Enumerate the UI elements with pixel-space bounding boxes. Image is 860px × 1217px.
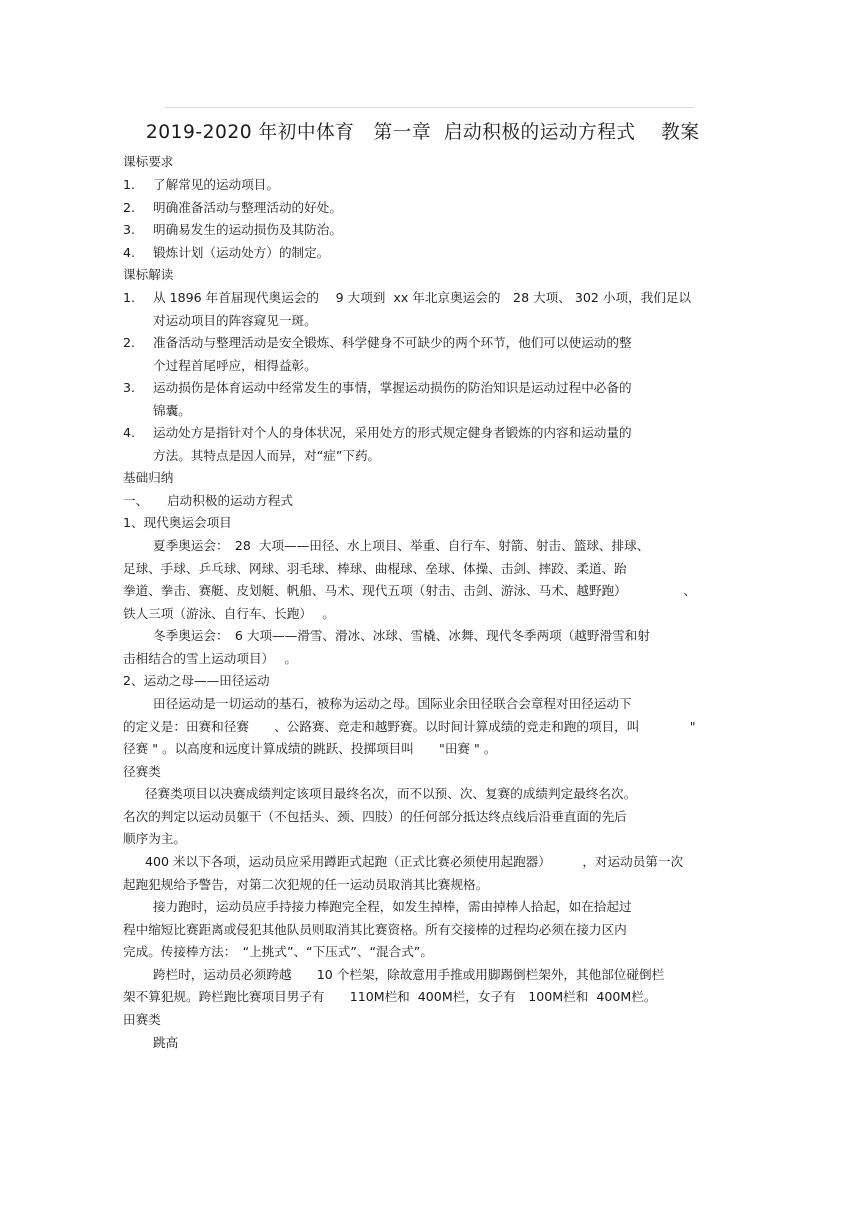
paragraph-line: 的定义是：田赛和径赛 、公路赛、竞走和越野赛。以时间计算成绩的竞走和跑的项目，叫 " bbox=[123, 719, 696, 734]
list-text-continued: 方法。其特点是因人而异，对“症”下药。 bbox=[153, 448, 381, 463]
paragraph-line: 400 米以下各项，运动员应采用蹲距式起跑（正式比赛必须使用起跑器） ，对运动员第一次 bbox=[145, 854, 684, 869]
list-number: 4. bbox=[123, 245, 136, 260]
list-item bbox=[123, 222, 342, 238]
paragraph-line: 架不算犯规。跨栏跑比赛项目男子有 110M栏和 400M栏，女子有 100M栏和 400M栏。 bbox=[123, 989, 657, 1004]
list-item bbox=[123, 177, 279, 193]
list-text-continued: 个过程首尾呼应，相得益彰。 bbox=[153, 358, 317, 373]
list-text: 明确易发生的运动损伤及其防治。 bbox=[153, 222, 342, 237]
list-item bbox=[123, 380, 632, 396]
section-heading: 径赛类 bbox=[123, 764, 161, 779]
list-text: 了解常见的运动项目。 bbox=[153, 177, 279, 192]
section-heading: 田赛类 bbox=[123, 1012, 161, 1027]
list-number: 2. bbox=[123, 335, 136, 350]
paragraph-line: 顺序为主。 bbox=[123, 831, 186, 846]
paragraph-line: 跳高 bbox=[153, 1035, 179, 1050]
paragraph-line: 冬季奥运会： 6 大项——滑雪、滑冰、冰球、雪橇、冰舞、现代冬季两项（越野滑雪和射 bbox=[153, 628, 650, 643]
subsection-heading: 2、运动之母——田径运动 bbox=[123, 673, 270, 688]
document-title: 2019-2020 年初中体育 第一章 启动积极的运动方程式 教案 bbox=[145, 121, 700, 143]
paragraph-line: 径赛 " 。以高度和远度计算成绩的跳跃、投掷项目叫 "田赛 " 。 bbox=[123, 741, 497, 756]
list-number: 1. bbox=[123, 177, 136, 192]
list-text: 运动损伤是体育运动中经常发生的事情，掌握运动损伤的防治知识是运动过程中必备的 bbox=[153, 380, 632, 395]
paragraph-line: 完成。传接棒方法： “上挑式”、“下压式”、“混合式”。 bbox=[123, 944, 433, 959]
paragraph-line: 拳道、拳击、赛艇、皮划艇、帆船、马术、现代五项（射击、击剑、游泳、马术、越野跑） 、 bbox=[123, 583, 697, 598]
list-item bbox=[123, 335, 632, 351]
list-text: 准备活动与整理活动是安全锻炼、科学健身不可缺少的两个环节，他们可以使运动的整 bbox=[153, 335, 632, 350]
list-item bbox=[123, 200, 342, 216]
paragraph-line: 程中缩短比赛距离或侵犯其他队员则取消其比赛资格。所有交接棒的过程均必须在接力区内 bbox=[123, 922, 627, 937]
paragraph-line: 起跑犯规给予警告，对第二次犯规的任一运动员取消其比赛规格。 bbox=[123, 877, 489, 892]
paragraph-line: 铁人三项（游泳、自行车、长跑） 。 bbox=[123, 606, 335, 621]
paragraph-line: 夏季奥运会： 28 大项——田径、水上项目、举重、自行车、射箭、射击、篮球、排球、 bbox=[153, 538, 650, 553]
paragraph-line: 名次的判定以运动员躯干（不包括头、颈、四肢）的任何部分抵达终点线后沿垂直面的先后 bbox=[123, 809, 627, 824]
list-text: 运动处方是指针对个人的身体状况，采用处方的形式规定健身者锻炼的内容和运动量的 bbox=[153, 425, 632, 440]
paragraph-line: 接力跑时，运动员应手持接力棒跑完全程，如发生掉棒，需由掉棒人拾起，如在拾起过 bbox=[153, 899, 632, 914]
header-rule bbox=[165, 107, 694, 108]
list-item bbox=[123, 425, 632, 441]
list-text-continued: 锦囊。 bbox=[153, 403, 191, 418]
list-number: 3. bbox=[123, 222, 136, 237]
section-heading: 课标要求 bbox=[123, 154, 174, 169]
section-heading: 基础归纳 bbox=[123, 470, 174, 485]
paragraph-line: 击相结合的雪上运动项目） 。 bbox=[123, 651, 298, 666]
subsection-heading: 1、现代奥运会项目 bbox=[123, 515, 232, 530]
paragraph-line: 径赛类项目以决赛成绩判定该项目最终名次，而不以预、次、复赛的成绩判定最终名次。 bbox=[145, 786, 637, 801]
list-item bbox=[123, 290, 691, 306]
list-number: 1. bbox=[123, 290, 136, 305]
subsection-heading: 一、 启动积极的运动方程式 bbox=[123, 493, 294, 508]
list-text-continued: 对运动项目的阵容窥见一斑。 bbox=[153, 313, 317, 328]
list-text: 从 1896 年首届现代奥运会的 9 大项到 xx 年北京奥运会的 28 大项、 302 小项，我们足以 bbox=[153, 290, 692, 305]
paragraph-line: 跨栏时，运动员必须跨越 10 个栏架，除故意用手推或用脚踢倒栏架外，其他部位碰倒栏 bbox=[153, 967, 665, 982]
section-heading: 课标解读 bbox=[123, 267, 174, 282]
list-text: 明确准备活动与整理活动的好处。 bbox=[153, 200, 342, 215]
list-number: 4. bbox=[123, 425, 136, 440]
list-text: 锻炼计划（运动处方）的制定。 bbox=[153, 245, 330, 260]
list-number: 2. bbox=[123, 200, 136, 215]
list-item bbox=[123, 245, 329, 261]
list-number: 3. bbox=[123, 380, 136, 395]
paragraph-line: 足球、手球、乒乓球、网球、羽毛球、棒球、曲棍球、垒球、体操、击剑、摔跤、柔道、跆 bbox=[123, 561, 627, 576]
paragraph-line: 田径运动是一切运动的基石，被称为运动之母。国际业余田径联合会章程对田径运动下 bbox=[153, 696, 632, 711]
